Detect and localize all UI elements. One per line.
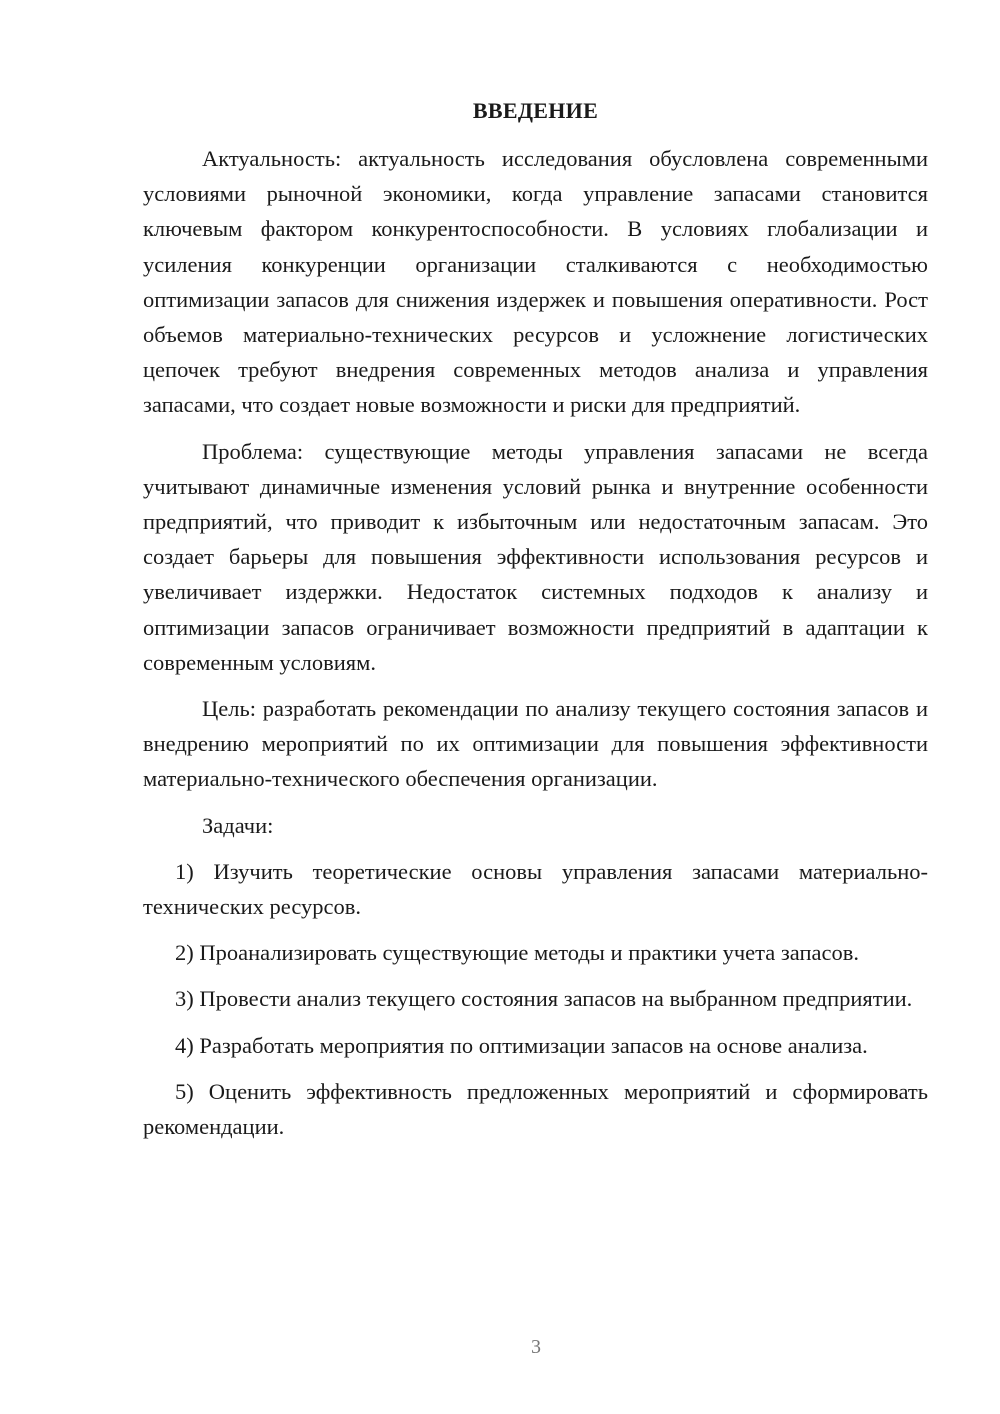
tasks-label: Задачи: [202,812,274,838]
paragraph-goal: Цель: разработать рекомендации по анализу текущего состояния запасов и внедрению мероприятий по их оптимизации для повышения эффективности материально-технического обеспечения организации. [143,696,928,792]
list-item: 2) Проанализировать существующие методы и практики учета запасов. [175,940,859,966]
list-item: 5) Оценить эффективность предложенных мероприятий и сформировать рекомендации. [143,1078,928,1140]
task-list [143,854,928,1144]
paragraph-problem: Проблема: существующие методы управления запасами не всегда учитывают динамичные изменения условий рынка и внутренние особенности предприятий, что приводит к избыточным или недостаточным запасам. Это создает барьеры для повышения эффективности использования ресурсов и увеличивает издержки. Недостаток системных подходов к анализу и оптимизации запасов ограничивает возможности предприятий в адаптации к современным условиям. [143,438,928,675]
list-item: 1) Изучить теоретические основы управления запасами материально-технических ресурсов. [143,858,928,920]
section-heading: ВВЕДЕНИЕ [472,98,599,123]
body-text [143,141,928,1144]
list-item: 3) Провести анализ текущего состояния запасов на выбранном предприятии. [175,986,913,1012]
list-item: 4) Разработать мероприятия по оптимизации запасов на основе анализа. [175,1032,868,1058]
paragraph-relevance: Актуальность: актуальность исследования обусловлена современными условиями рыночной экономики, когда управление запасами становится ключевым фактором конкурентоспособности. В условиях глобализации и усиления конкуренции организации сталкиваются с необходимостью оптимизации запасов для снижения издержек и повышения оперативности. Рост объемов материально-технических ресурсов и усложнение логистических цепочек требуют внедрения современных методов анализа и управления запасами, что создает новые возможности и риски для предприятий. [143,146,928,418]
page-number: 3 [531,1336,541,1358]
